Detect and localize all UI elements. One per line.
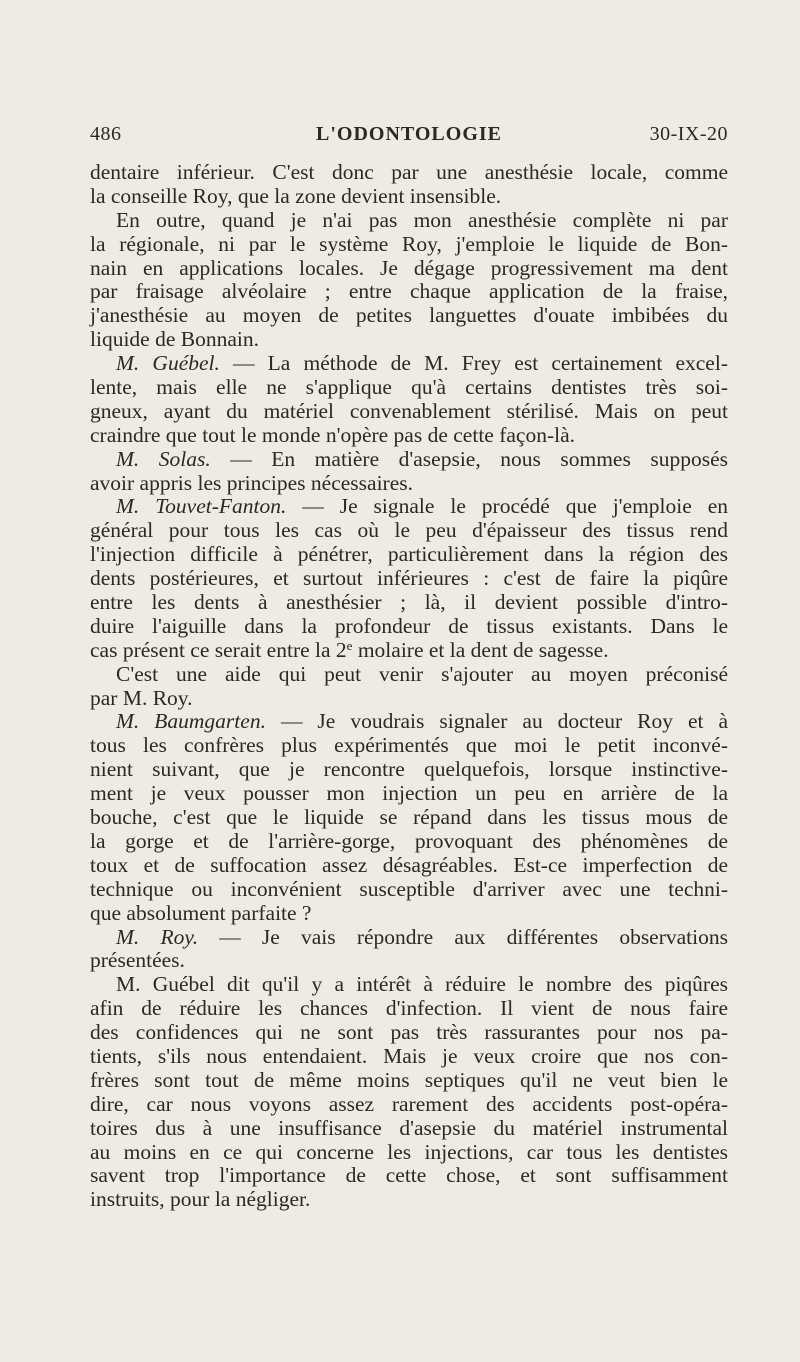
text-line <box>90 854 728 878</box>
text-line <box>90 734 728 758</box>
line-text: — Je voudrais signaler au docteur Roy et à <box>265 709 729 734</box>
text-line <box>90 280 728 304</box>
text-line <box>90 1021 728 1045</box>
line-text: l'injection difficile à pénétrer, particulièrement dans la région des <box>90 542 728 567</box>
text-line <box>90 710 728 734</box>
speaker-name: M. Touvet-Fanton. <box>116 494 287 519</box>
line-text: duire l'aiguille dans la profondeur de tissus existants. Dans le <box>90 613 728 638</box>
line-text: molaire et la dent de sagesse. <box>352 637 609 662</box>
line-text: — En matière d'asepsie, nous sommes supposés <box>210 446 728 471</box>
line-text: la gorge et de l'arrière-gorge, provoquant des phénomènes de <box>90 828 728 853</box>
journal-title: L'ODONTOLOGIE <box>315 123 502 145</box>
line-text: lente, mais elle ne s'applique qu'à certains dentistes très soi- <box>90 375 728 400</box>
superscript: e <box>346 637 353 653</box>
line-text: dentaire inférieur. C'est donc par une anesthésie locale, comme <box>90 160 728 184</box>
speaker-name: M. Guébel. <box>116 351 220 376</box>
line-text: cas présent ce serait entre la 2 <box>90 637 347 662</box>
text-line <box>90 257 728 281</box>
line-text: tous les confrères plus expérimentés que moi le petit inconvé- <box>90 733 728 758</box>
text-line <box>90 161 728 185</box>
text-line <box>90 1117 728 1141</box>
line-text: la régionale, ni par le système Roy, j'emploie le liquide de Bon- <box>90 231 728 256</box>
speaker-name: M. Roy. <box>116 924 199 949</box>
text-line <box>90 543 728 567</box>
text-line <box>90 758 728 782</box>
text-line <box>90 949 728 973</box>
line-text: nain en applications locales. Je dégage progressivement ma dent <box>90 255 728 280</box>
line-text: par fraisage alvéolaire ; entre chaque application de la fraise, <box>90 279 728 304</box>
speaker-name: M. Baumgarten. <box>116 709 266 734</box>
line-text: j'anesthésie au moyen de petites languettes d'ouate imbibées du <box>90 303 728 328</box>
text-line <box>90 185 728 209</box>
text-line <box>90 495 728 519</box>
line-text: — La méthode de M. Frey est certainement excel- <box>219 351 728 376</box>
text-line <box>90 1188 728 1212</box>
line-text: tients, s'ils nous entendaient. Mais je veux croire que nos con- <box>90 1043 728 1068</box>
line-text: technique ou inconvénient susceptible d'arriver avec une techni- <box>90 876 728 901</box>
text-line <box>90 376 728 400</box>
line-text: présentées. <box>90 948 185 973</box>
text-line <box>90 830 728 854</box>
text-line <box>90 806 728 830</box>
line-text: nient suivant, que je rencontre quelquefois, lorsque instinctive- <box>90 757 728 782</box>
text-line <box>90 591 728 615</box>
text-line <box>90 472 728 496</box>
line-text: toux et de suffocation assez désagréables. Est-ce imperfection de <box>90 852 728 877</box>
line-text: avoir appris les principes nécessaires. <box>90 470 413 495</box>
line-text: — Je signale le procédé que j'emploie en <box>286 494 728 519</box>
line-text: En outre, quand je n'ai pas mon anesthésie complète ni par <box>116 207 728 232</box>
line-text: frères sont tout de même moins septiques qu'il ne veut bien le <box>90 1067 728 1092</box>
line-text: savent trop l'importance de cette chose, et sont suffisamment <box>90 1163 728 1188</box>
text-line <box>90 519 728 543</box>
text-line <box>90 663 728 687</box>
page-number: 486 <box>90 123 122 145</box>
line-text: toires dus à une insuffisance d'asepsie du matériel instrumental <box>90 1115 728 1140</box>
line-text: craindre que tout le monde n'opère pas de cette façon-là. <box>90 422 576 447</box>
text-line <box>90 1164 728 1188</box>
line-text: général pour tous les cas où le peu d'épaisseur des tissus rend <box>90 518 728 543</box>
text-line <box>90 878 728 902</box>
line-text: C'est une aide qui peut venir s'ajouter au moyen préconisé <box>116 661 728 686</box>
line-text: instruits, pour la négliger. <box>90 1187 311 1212</box>
text-line <box>90 209 728 233</box>
text-line <box>90 973 728 997</box>
line-text: entre les dents à anesthésier ; là, il devient possible d'intro- <box>90 590 728 615</box>
line-text: ment je veux pousser mon injection un peu en arrière de la <box>90 781 728 806</box>
line-text: que absolument parfaite ? <box>90 900 312 925</box>
text-line <box>90 304 728 328</box>
text-line <box>90 567 728 591</box>
text-line <box>90 615 728 639</box>
line-text: des confidences qui ne sont pas très rassurantes pour nos pa- <box>90 1020 728 1045</box>
text-line <box>90 448 728 472</box>
text-line <box>90 400 728 424</box>
line-text: dents postérieures, et surtout inférieures : c'est de faire la piqûre <box>90 566 728 591</box>
body-text <box>90 161 728 1212</box>
line-text: par M. Roy. <box>90 685 193 710</box>
line-text: — Je vais répondre aux différentes observations <box>198 924 728 949</box>
line-text: afin de réduire les chances d'infection. Il vient de nous faire <box>90 996 728 1021</box>
text-line <box>90 352 728 376</box>
speaker-name: M. Solas. <box>116 446 211 471</box>
text-line <box>90 687 728 711</box>
text-line <box>90 233 728 257</box>
line-text: au moins en ce qui concerne les injections, car tous les dentistes <box>90 1139 728 1164</box>
text-line <box>90 1045 728 1069</box>
line-text: dire, car nous voyons assez rarement des accidents post-opéra- <box>90 1091 728 1116</box>
line-text: liquide de Bonnain. <box>90 327 259 352</box>
text-line <box>90 902 728 926</box>
text-line <box>90 424 728 448</box>
text-line <box>90 926 728 950</box>
issue-date: 30-IX-20 <box>649 123 728 145</box>
line-text: gneux, ayant du matériel convenablement stérilisé. Mais on peut <box>90 398 728 423</box>
text-line <box>90 997 728 1021</box>
line-text: M. Guébel dit qu'il y a intérêt à réduire le nombre des piqûres <box>116 972 728 997</box>
text-line <box>90 1069 728 1093</box>
running-header <box>90 123 728 153</box>
text-line <box>90 639 728 663</box>
line-text: la conseille Roy, que la zone devient insensible. <box>90 183 502 208</box>
text-line <box>90 1093 728 1117</box>
line-text: bouche, c'est que le liquide se répand dans les tissus mous de <box>90 805 728 830</box>
text-line <box>90 328 728 352</box>
text-line <box>90 782 728 806</box>
text-line <box>90 1141 728 1165</box>
